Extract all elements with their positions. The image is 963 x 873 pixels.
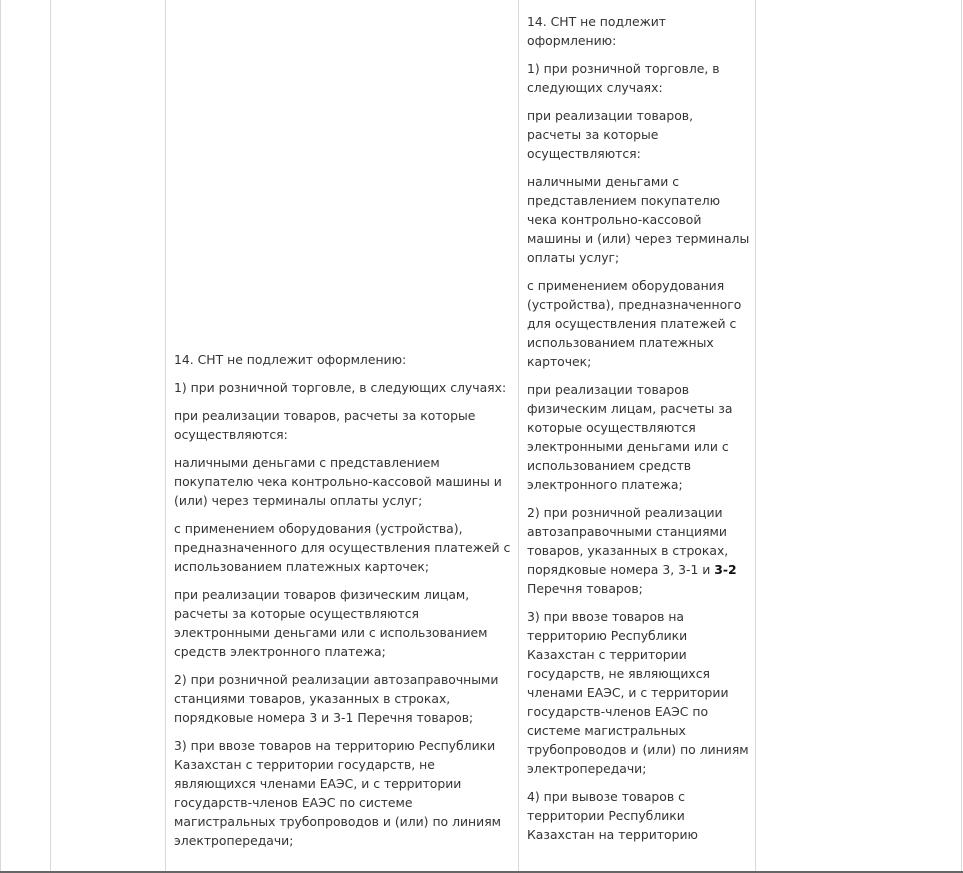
old-edition-text <box>174 350 512 850</box>
old-paragraph: 14. СНТ не подлежит оформлению: <box>174 352 407 367</box>
new-paragraph-text: Перечня товаров; <box>527 581 643 596</box>
old-paragraph: 2) при розничной реализации автозаправочными станциями товаров, указанных в строках, порядковые номера 3 и 3-1 Перечня товаров; <box>174 672 499 725</box>
new-edition-text <box>527 12 751 853</box>
new-paragraph: при реализации товаров, расчеты за которые осуществляются: <box>527 108 694 161</box>
number-cell <box>1 0 51 872</box>
old-paragraph: с применением оборудования (устройства), предназначенного для осуществления платежей с использованием платежных карточек; <box>174 521 511 574</box>
new-paragraph-text: 2) при розничной реализации автозаправочными станциями товаров, указанных в строках, порядковые номера 3, 3-1 и <box>527 505 729 577</box>
old-paragraph: 3) при ввозе товаров на территорию Республики Казахстан с территории государств, не являющихся членами ЕАЭС, и с территории государств-членов ЕАЭС по системе магистральных трубопроводов и (или) по линиям электропередачи; <box>174 738 501 848</box>
comment-cell <box>756 0 962 872</box>
old-paragraph: 1) при розничной торговле, в следующих случаях: <box>174 380 507 395</box>
new-paragraph: наличными деньгами с представлением покупателю чека контрольно-кассовой машины и (или) через терминалы оплаты услуг; <box>527 174 750 265</box>
old-paragraph: наличными деньгами с представлением покупателю чека контрольно-кассовой машины и (или) через терминалы оплаты услуг; <box>174 455 502 508</box>
new-paragraph: 3) при ввозе товаров на территорию Республики Казахстан с территории государств, не являющихся членами ЕАЭС, и с территории государств-членов ЕАЭС по системе магистральных трубопроводов и (или) по линиям электропередачи; <box>527 609 749 776</box>
new-paragraph <box>527 503 751 598</box>
old-paragraph: при реализации товаров, расчеты за которые осуществляются: <box>174 408 476 442</box>
new-paragraph: при реализации товаров физическим лицам, расчеты за которые осуществляются электронными деньгами или с использованием средств электронного платежа; <box>527 382 733 492</box>
new-edition-cell <box>519 0 756 872</box>
new-paragraph: 4) при вывозе товаров с территории Республики Казахстан на территорию <box>527 789 698 842</box>
new-paragraph: с применением оборудования (устройства), предназначенного для осуществления платежей с использованием платежных карточек; <box>527 278 742 369</box>
amendment-highlight: 3-2 <box>714 562 737 577</box>
new-paragraph: 1) при розничной торговле, в следующих случаях: <box>527 61 720 95</box>
old-edition-cell <box>166 0 519 872</box>
table-row <box>1 0 962 872</box>
new-paragraph: 14. СНТ не подлежит оформлению: <box>527 14 667 48</box>
old-paragraph: при реализации товаров физическим лицам, расчеты за которые осуществляются электронными деньгами или с использованием средств электронного платежа; <box>174 587 488 659</box>
article-cell <box>51 0 166 872</box>
